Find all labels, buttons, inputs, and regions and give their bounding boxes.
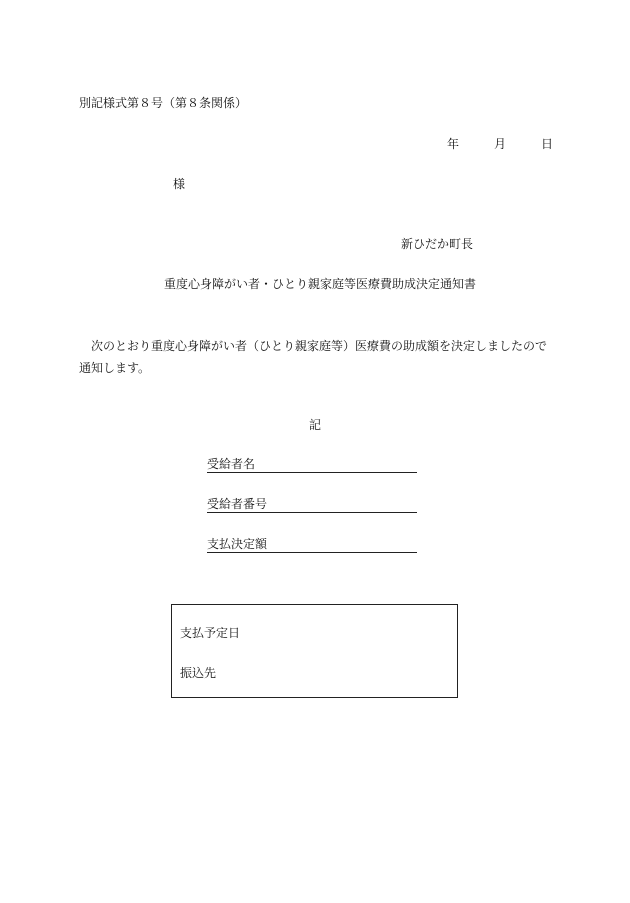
recipient-name-field xyxy=(207,457,417,473)
recipient-number-field xyxy=(207,497,417,513)
recipient-name-label: 受給者名 xyxy=(207,457,256,471)
issuer: 新ひだか町長 xyxy=(401,237,474,251)
form-number: 別記様式第８号（第８条関係） xyxy=(79,96,248,110)
scheduled-payment-date-label: 支払予定日 xyxy=(180,626,241,640)
body-paragraph: 次のとおり重度心身障がい者（ひとり親家庭等）医療費の助成額を決定しましたので通知します。 xyxy=(79,339,548,375)
ki-marker: 記 xyxy=(309,418,322,432)
date-month-label: 月 xyxy=(494,137,507,151)
recipient-number-label: 受給者番号 xyxy=(207,497,268,511)
recipient-honorific: 様 xyxy=(173,177,186,191)
date-day-label: 日 xyxy=(541,137,554,151)
document-title: 重度心身障がい者・ひとり親家庭等医療費助成決定通知書 xyxy=(164,277,477,291)
payment-info-box xyxy=(171,604,458,698)
date-year-label: 年 xyxy=(447,137,460,151)
transfer-destination-label: 振込先 xyxy=(180,666,217,680)
payment-amount-label: 支払決定額 xyxy=(207,537,268,551)
payment-amount-field xyxy=(207,537,417,553)
